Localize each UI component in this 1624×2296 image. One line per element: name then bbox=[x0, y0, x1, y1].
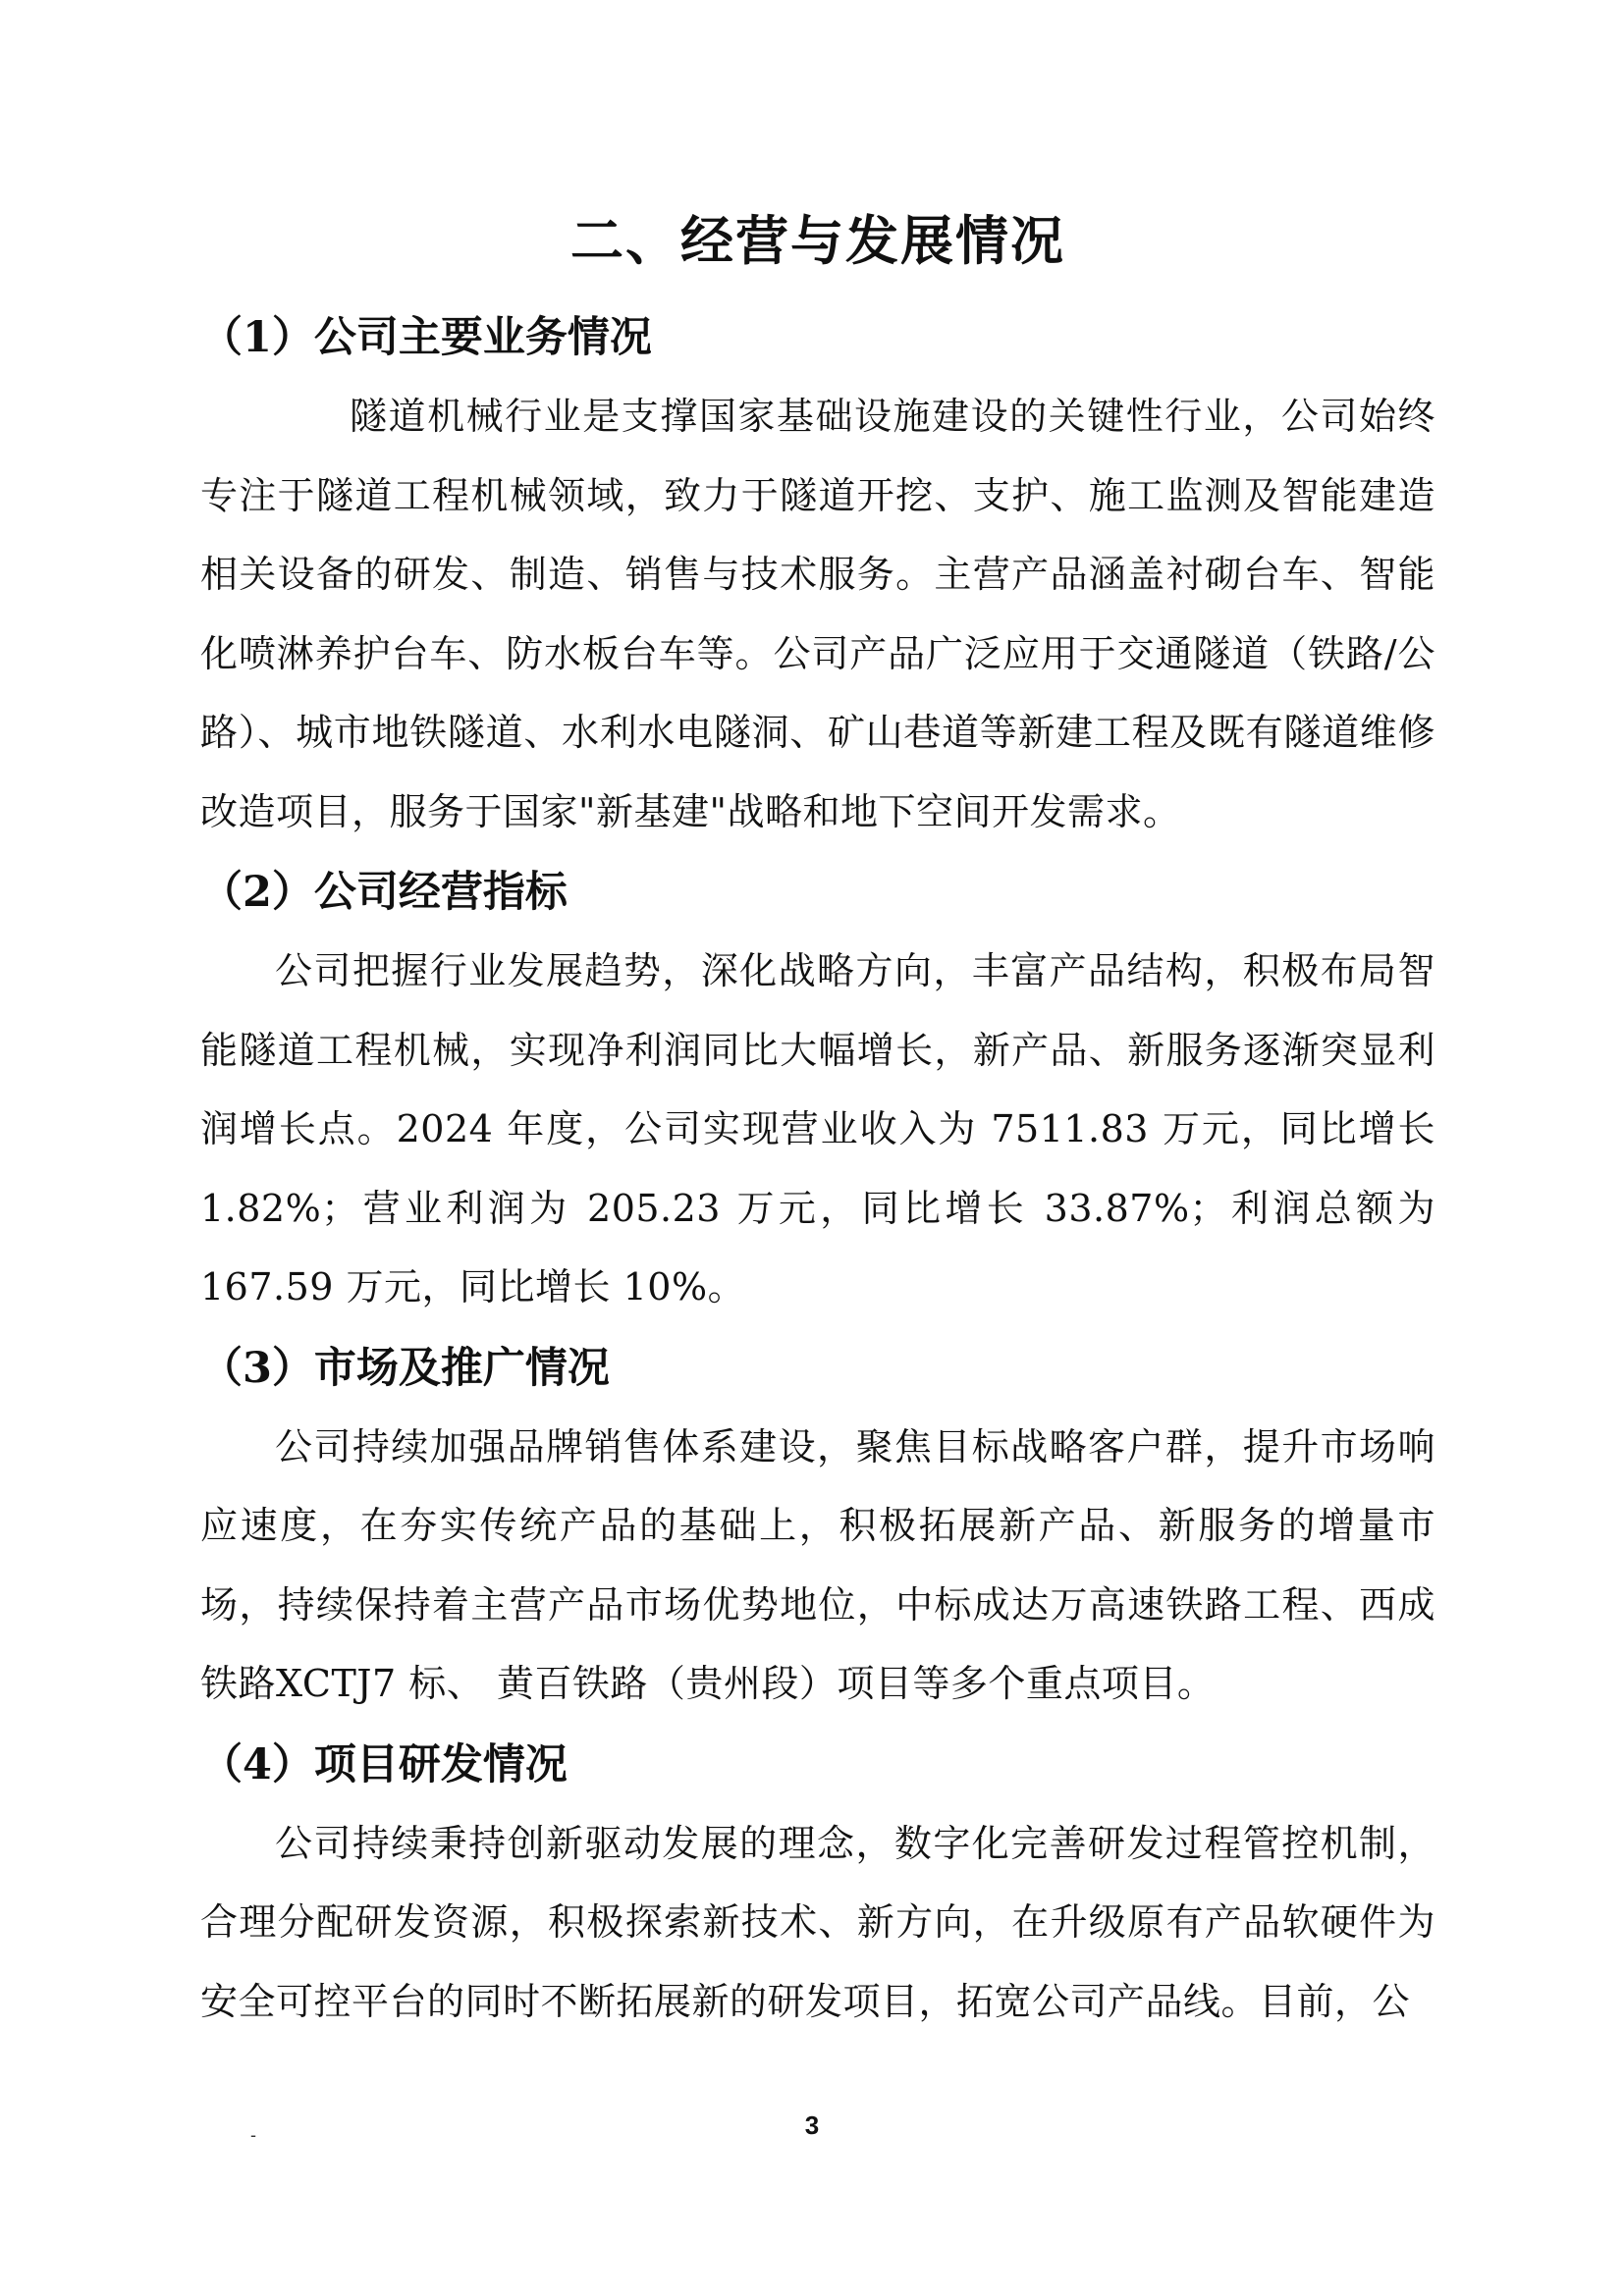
section-heading: （1）公司主要业务情况 bbox=[200, 313, 652, 362]
section-paragraph: 隧道机械行业是支撑国家基础设施建设的关键性行业，公司始终专注于隧道工程机械领域，致力于隧道开挖、支护、施工监测及智能建造相关设备的研发、制造、销售与技术服务。主营产品涵盖衬砌台车、智能化喷淋养护台车、防水板台车等。公司产品广泛应用于交通隧道（铁路/公路）、城市地铁隧道、水利水电隧洞、矿山巷道等新建工程及既有隧道维修改造项目，服务于国家"新基建"战略和地下空间开发需求。 bbox=[200, 395, 1435, 833]
page-content bbox=[200, 196, 1435, 2047]
section-operating-indicators bbox=[200, 857, 1435, 1327]
section-paragraph: 公司把握行业发展趋势，深化战略方向，丰富产品结构，积极布局智能隧道工程机械，实现净利润同比大幅增长，新产品、新服务逐渐突显利润增长点。2024 年度，公司实现营业收入为 7511.83 万元，同比增长 1.82%；营业利润为 205.23 万元，同比增长 33.87%；利润总额为 167.59 万元，同比增长 10%。 bbox=[200, 949, 1435, 1308]
section-paragraph: 公司持续加强品牌销售体系建设，聚焦目标战略客户群，提升市场响应速度，在夯实传统产品的基础上，积极拓展新产品、新服务的增量市场，持续保持着主营产品市场优势地位，中标成达万高速铁路工程、西成铁路XCTJ7 标、 黄百铁路（贵州段）项目等多个重点项目。 bbox=[200, 1424, 1435, 1705]
section-rnd bbox=[200, 1730, 1435, 2042]
section-heading: （2）公司经营指标 bbox=[200, 868, 568, 917]
page-number: 3 bbox=[804, 2110, 820, 2140]
section-heading: （4）项目研发情况 bbox=[200, 1739, 568, 1789]
section-paragraph: 公司持续秉持创新驱动发展的理念，数字化完善研发过程管控机制，合理分配研发资源，积极探索新技术、新方向，在升级原有产品软硬件为安全可控平台的同时不断拓展新的研发项目，拓宽公司产品线。目前，公 bbox=[200, 1821, 1435, 2023]
section-main-business bbox=[200, 302, 1435, 851]
section-market-promotion bbox=[200, 1333, 1435, 1724]
footer-dash: - bbox=[250, 2125, 256, 2145]
page-title: 二、经营与发展情况 bbox=[570, 209, 1065, 272]
section-heading: （3）市场及推广情况 bbox=[200, 1343, 610, 1393]
